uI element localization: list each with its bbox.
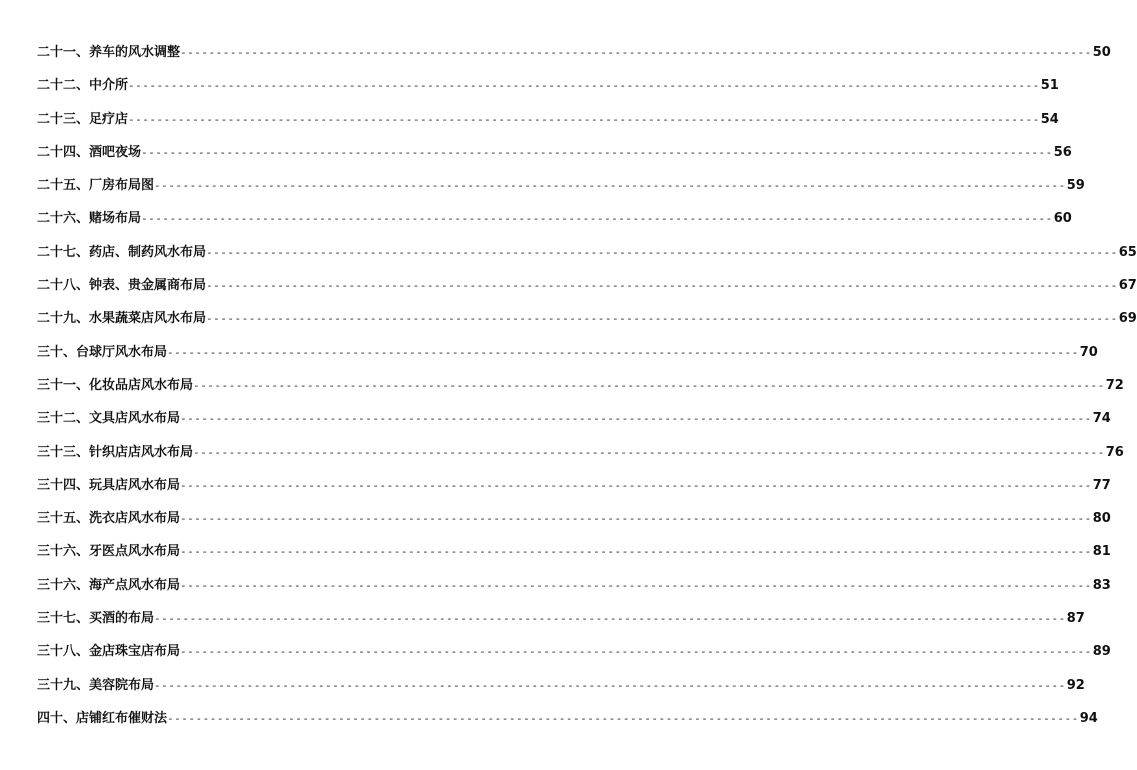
- toc-entry-page: 51: [1040, 78, 1059, 94]
- toc-entry-30[interactable]: [37, 339, 1098, 372]
- toc-entry-page: 56: [1053, 144, 1072, 160]
- dot-leader: --------------------------------------------------------------------------------------------------------------------------------: [180, 478, 1092, 492]
- toc-entry-title: 二十七、药店、制药风水布局: [37, 244, 207, 260]
- toc-entry-title: 二十二、中介所: [37, 78, 129, 94]
- toc-entry-24[interactable]: [37, 139, 1072, 172]
- toc-entry-page: 72: [1105, 377, 1124, 393]
- toc-entry-33[interactable]: [37, 439, 1124, 472]
- toc-entry-page: 59: [1066, 178, 1085, 194]
- toc-entry-title: 二十九、水果蔬菜店风水布局: [37, 311, 207, 327]
- dot-leader: --------------------------------------------------------------------------------------------------------------------------------: [141, 145, 1053, 159]
- toc-entry-page: 74: [1092, 411, 1111, 427]
- toc-entry-39[interactable]: [37, 672, 1085, 705]
- toc-entry-title: 二十三、足疗店: [37, 111, 129, 127]
- toc-entry-22[interactable]: [37, 72, 1059, 105]
- toc-entry-title: 三十三、针织店店风水布局: [37, 444, 194, 460]
- toc-entry-page: 69: [1118, 311, 1137, 327]
- table-of-contents: [37, 39, 1137, 738]
- toc-entry-title: 二十五、厂房布局图: [37, 178, 155, 194]
- dot-leader: --------------------------------------------------------------------------------------------------------------------------------: [154, 678, 1066, 692]
- toc-entry-page: 60: [1053, 211, 1072, 227]
- toc-entry-title: 三十、台球厅风水布局: [37, 344, 168, 360]
- toc-entry-title: 二十一、养车的风水调整: [37, 45, 181, 60]
- toc-entry-32[interactable]: [37, 405, 1111, 438]
- dot-leader: --------------------------------------------------------------------------------------------------------------------------------: [180, 645, 1092, 659]
- toc-entry-title: 三十六、海产点风水布局: [37, 577, 181, 593]
- toc-entry-title: 三十七、买酒的布局: [37, 611, 155, 627]
- toc-entry-page: 89: [1092, 644, 1111, 660]
- toc-entry-40[interactable]: [37, 705, 1098, 738]
- toc-entry-31[interactable]: [37, 372, 1124, 405]
- toc-entry-title: 三十四、玩具店风水布局: [37, 477, 181, 493]
- dot-leader: --------------------------------------------------------------------------------------------------------------------------------: [206, 245, 1118, 259]
- dot-leader: --------------------------------------------------------------------------------------------------------------------------------: [180, 512, 1092, 526]
- dot-leader: --------------------------------------------------------------------------------------------------------------------------------: [180, 545, 1092, 559]
- dot-leader: --------------------------------------------------------------------------------------------------------------------------------: [206, 279, 1118, 293]
- toc-entry-page: 67: [1118, 278, 1137, 294]
- toc-entry-title: 二十八、钟表、贵金属商布局: [37, 278, 207, 294]
- toc-entry-title: 三十五、洗衣店风水布局: [37, 511, 181, 527]
- toc-entry-page: 54: [1040, 111, 1059, 127]
- toc-entry-title: 二十四、酒吧夜场: [37, 144, 142, 160]
- toc-entry-35[interactable]: [37, 505, 1111, 538]
- toc-entry-27[interactable]: [37, 239, 1137, 272]
- toc-entry-38[interactable]: [37, 638, 1111, 671]
- dot-leader: --------------------------------------------------------------------------------------------------------------------------------: [167, 711, 1079, 725]
- toc-entry-21[interactable]: [37, 39, 1111, 72]
- toc-entry-title: 三十一、化妆品店风水布局: [37, 377, 194, 393]
- dot-leader: --------------------------------------------------------------------------------------------------------------------------------: [167, 345, 1079, 359]
- dot-leader: --------------------------------------------------------------------------------------------------------------------------------: [180, 46, 1092, 59]
- dot-leader: --------------------------------------------------------------------------------------------------------------------------------: [193, 378, 1105, 392]
- toc-entry-26[interactable]: [37, 205, 1072, 238]
- dot-leader: --------------------------------------------------------------------------------------------------------------------------------: [180, 578, 1092, 592]
- toc-entry-title: 四十、店铺红布催财法: [37, 710, 168, 726]
- toc-entry-title: 三十八、金店珠宝店布局: [37, 644, 181, 660]
- toc-entry-page: 83: [1092, 577, 1111, 593]
- toc-entry-page: 77: [1092, 477, 1111, 493]
- toc-entry-page: 76: [1105, 444, 1124, 460]
- toc-entry-title: 三十九、美容院布局: [37, 677, 155, 693]
- dot-leader: --------------------------------------------------------------------------------------------------------------------------------: [128, 112, 1040, 126]
- dot-leader: --------------------------------------------------------------------------------------------------------------------------------: [128, 79, 1040, 93]
- dot-leader: --------------------------------------------------------------------------------------------------------------------------------: [206, 312, 1118, 326]
- dot-leader: --------------------------------------------------------------------------------------------------------------------------------: [154, 612, 1066, 626]
- toc-entry-page: 81: [1092, 544, 1111, 560]
- dot-leader: --------------------------------------------------------------------------------------------------------------------------------: [154, 179, 1066, 193]
- toc-entry-title: 三十六、牙医点风水布局: [37, 544, 181, 560]
- toc-entry-page: 50: [1092, 45, 1111, 60]
- toc-entry-page: 65: [1118, 244, 1137, 260]
- toc-entry-25[interactable]: [37, 172, 1085, 205]
- toc-entry-title: 三十二、文具店风水布局: [37, 411, 181, 427]
- toc-entry-page: 80: [1092, 511, 1111, 527]
- toc-entry-28[interactable]: [37, 272, 1137, 305]
- toc-entry-page: 70: [1079, 344, 1098, 360]
- toc-entry-36a[interactable]: [37, 538, 1111, 571]
- dot-leader: --------------------------------------------------------------------------------------------------------------------------------: [193, 445, 1105, 459]
- toc-entry-23[interactable]: [37, 106, 1059, 139]
- toc-entry-page: 94: [1079, 710, 1098, 726]
- dot-leader: --------------------------------------------------------------------------------------------------------------------------------: [141, 212, 1053, 226]
- toc-entry-page: 92: [1066, 677, 1085, 693]
- toc-entry-36b[interactable]: [37, 572, 1111, 605]
- toc-entry-34[interactable]: [37, 472, 1111, 505]
- dot-leader: --------------------------------------------------------------------------------------------------------------------------------: [180, 412, 1092, 426]
- toc-entry-37[interactable]: [37, 605, 1085, 638]
- toc-entry-page: 87: [1066, 611, 1085, 627]
- toc-entry-title: 二十六、赌场布局: [37, 211, 142, 227]
- toc-entry-29[interactable]: [37, 305, 1137, 338]
